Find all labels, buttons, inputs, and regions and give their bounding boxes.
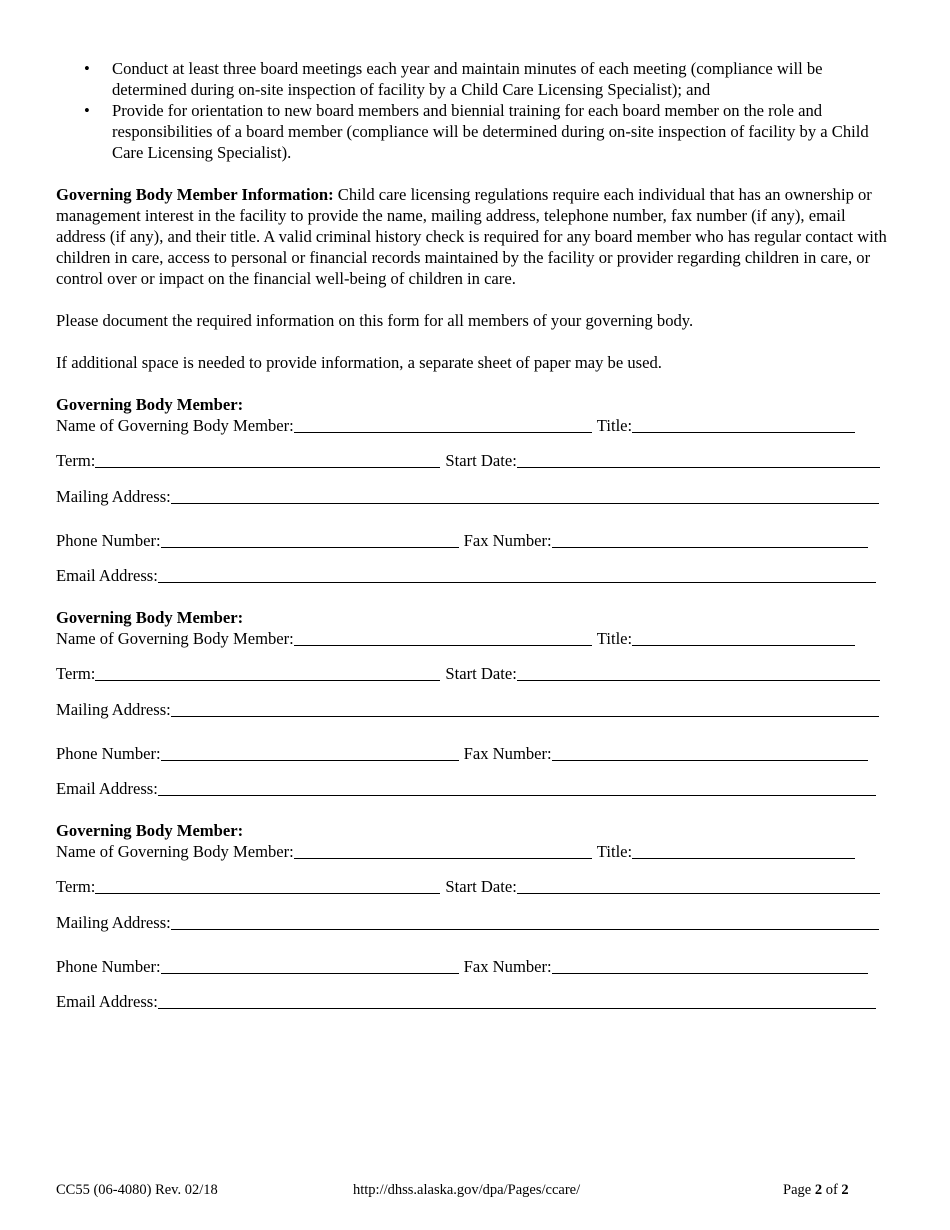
name-field[interactable] (294, 630, 592, 646)
start-date-field[interactable] (517, 665, 880, 681)
form-page (56, 58, 896, 1012)
name-title-row (56, 628, 896, 649)
instruction-text: If additional space is needed to provide information, a separate sheet of paper may be used. (56, 353, 662, 372)
term-field[interactable] (95, 878, 440, 894)
mailing-label: Mailing Address: (56, 700, 171, 719)
mailing-label: Mailing Address: (56, 913, 171, 932)
bullet-glyph: • (84, 59, 90, 78)
term-field[interactable] (95, 452, 440, 468)
info-paragraph (56, 184, 896, 289)
bullet-item (84, 100, 896, 163)
bullet-text: Provide for orientation to new board members and biennial training for each board member on the role and responsibilities of a board member (compliance will be determined during on-site inspection of facility by a Child Care Licensing Specialist). (112, 101, 869, 162)
fax-label: Fax Number: (463, 957, 552, 976)
term-start-row (56, 876, 896, 897)
title-label: Title: (596, 416, 633, 435)
fax-label: Fax Number: (463, 744, 552, 763)
title-label: Title: (596, 629, 633, 648)
member-block-2 (56, 607, 896, 799)
phone-label: Phone Number: (56, 957, 161, 976)
phone-field[interactable] (161, 958, 459, 974)
info-heading: Governing Body Member Information: (56, 185, 334, 204)
bullet-item (84, 58, 896, 100)
mailing-field[interactable] (171, 914, 879, 930)
fax-label: Fax Number: (463, 531, 552, 550)
mailing-label: Mailing Address: (56, 487, 171, 506)
phone-fax-row (56, 743, 896, 764)
phone-fax-row (56, 530, 896, 551)
fax-field[interactable] (552, 958, 868, 974)
page-footer (56, 1180, 856, 1200)
start-date-label: Start Date: (445, 451, 517, 470)
start-date-label: Start Date: (445, 664, 517, 683)
member-section-title: Governing Body Member: (56, 821, 244, 840)
bullet-text: Conduct at least three board meetings each year and maintain minutes of each meeting (compliance will be determined during on-site inspection of facility by a Child Care Licensing Specialist); and (112, 59, 823, 99)
name-label: Name of Governing Body Member: (56, 629, 294, 648)
start-date-label: Start Date: (445, 877, 517, 896)
member-section-title: Governing Body Member: (56, 395, 244, 414)
email-label: Email Address: (56, 992, 158, 1011)
email-row (56, 778, 896, 799)
name-field[interactable] (294, 417, 592, 433)
phone-fax-row (56, 956, 896, 977)
term-start-row (56, 450, 896, 471)
title-field[interactable] (632, 417, 855, 433)
email-label: Email Address: (56, 566, 158, 585)
name-label: Name of Governing Body Member: (56, 842, 294, 861)
email-field[interactable] (158, 567, 876, 583)
phone-label: Phone Number: (56, 744, 161, 763)
info-text: Child care licensing regulations require each individual that has an ownership or management interest in the facility to provide the name, mailing address, telephone number, fax number (if any), email address (if any), and their title. A valid criminal history check is required for any board member who has regular contact with children in care, access to personal or financial records maintained by the facility or provider regarding children in care, or control over or impact on the financial well-being of children in care. (56, 185, 887, 288)
requirements-list (56, 58, 896, 163)
term-field[interactable] (95, 665, 440, 681)
name-title-row (56, 841, 896, 862)
bullet-glyph: • (84, 101, 90, 120)
member-section-title: Governing Body Member: (56, 608, 244, 627)
email-field[interactable] (158, 993, 876, 1009)
form-id: CC55 (06-4080) Rev. 02/18 (56, 1182, 218, 1198)
term-label: Term: (56, 877, 96, 896)
mailing-row (56, 486, 896, 507)
page-number: Page 2 of 2 (783, 1182, 849, 1198)
fax-field[interactable] (552, 745, 868, 761)
title-field[interactable] (632, 843, 855, 859)
email-label: Email Address: (56, 779, 158, 798)
title-label: Title: (596, 842, 633, 861)
term-start-row (56, 663, 896, 684)
term-label: Term: (56, 451, 96, 470)
start-date-field[interactable] (517, 452, 880, 468)
email-row (56, 991, 896, 1012)
member-block-3 (56, 820, 896, 1012)
start-date-field[interactable] (517, 878, 880, 894)
mailing-row (56, 912, 896, 933)
footer-url[interactable]: http://dhss.alaska.gov/dpa/Pages/ccare/ (353, 1182, 581, 1198)
email-field[interactable] (158, 780, 876, 796)
name-field[interactable] (294, 843, 592, 859)
mailing-field[interactable] (171, 701, 879, 717)
phone-field[interactable] (161, 532, 459, 548)
email-row (56, 565, 896, 586)
fax-field[interactable] (552, 532, 868, 548)
instruction-text: Please document the required information on this form for all members of your governing body. (56, 311, 694, 330)
term-label: Term: (56, 664, 96, 683)
mailing-field[interactable] (171, 488, 879, 504)
phone-field[interactable] (161, 745, 459, 761)
mailing-row (56, 699, 896, 720)
phone-label: Phone Number: (56, 531, 161, 550)
name-label: Name of Governing Body Member: (56, 416, 294, 435)
name-title-row (56, 415, 896, 436)
title-field[interactable] (632, 630, 855, 646)
member-block-1 (56, 394, 896, 586)
